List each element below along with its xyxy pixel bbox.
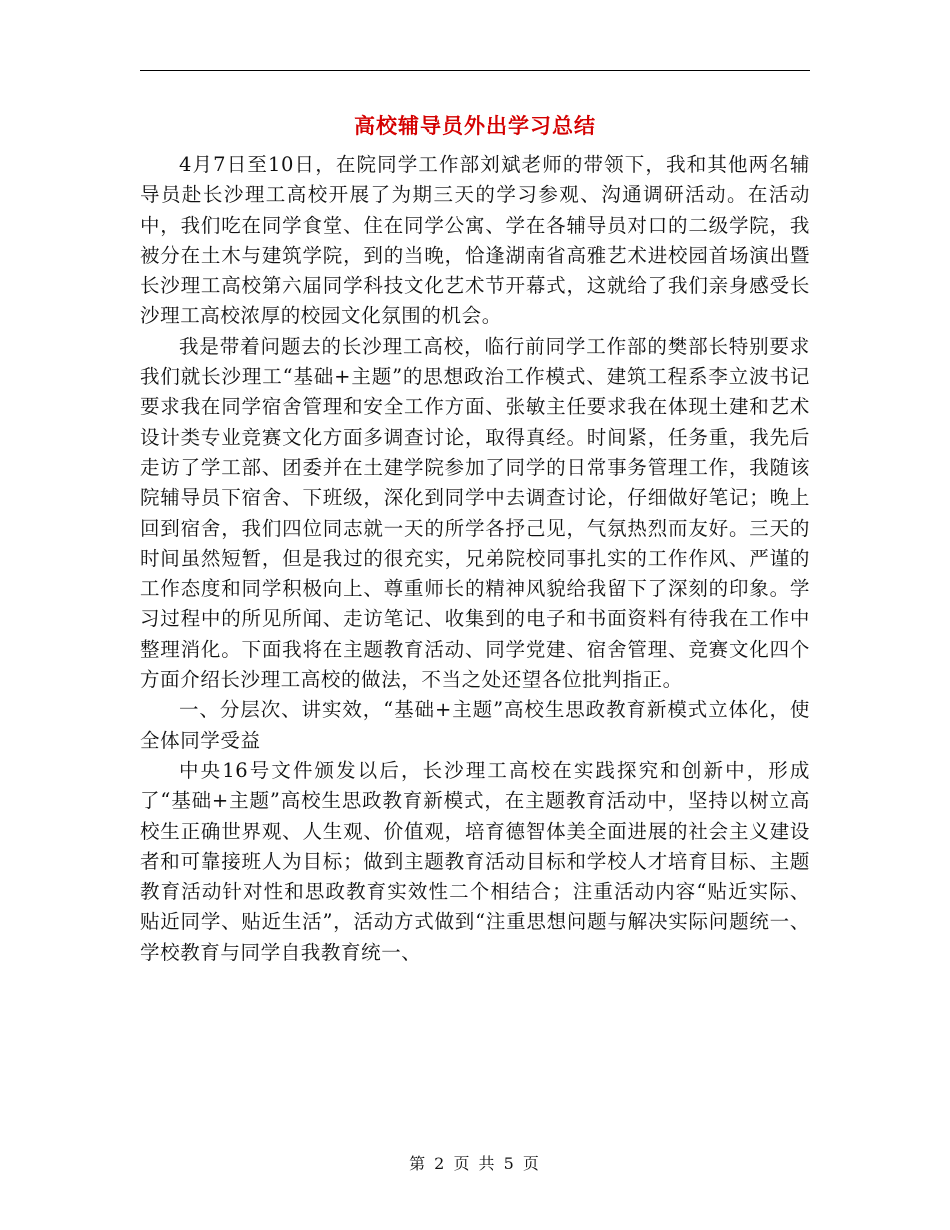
header-rule [140, 70, 810, 71]
paragraph-section-1: 中央16号文件颁发以后，长沙理工高校在实践探究和创新中，形成了“基础+主题”高校生思政教育新模式，在主题教育活动中，坚持以树立高校生正确世界观、人生观、价值观，培育德智体美全面进展的社会主义建设者和可靠接班人为目标；做到主题教育活动目标和学校人才培育目标、主题教育活动针对性和思政教育实效性二个相结合；注重活动内容“贴近实际、贴近同学、贴近生活”，活动方式做到“注重思想问题与解决实际问题统一、学校教育与同学自我教育统一、 [140, 758, 810, 964]
section-heading-1: 一、分层次、讲实效，“基础+主题”高校生思政教育新模式立体化，使全体同学受益 [140, 698, 810, 752]
paragraph-intro: 4月7日至10日，在院同学工作部刘斌老师的带领下，我和其他两名辅导员赴长沙理工高校开展了为期三天的学习参观、沟通调研活动。在活动中，我们吃在同学食堂、住在同学公寓、学在各辅导员对口的二级学院，我被分在土木与建筑学院，到的当晚，恰逢湖南省高雅艺术进校园首场演出暨长沙理工高校第六届同学科技文化艺术节开幕式，这就给了我们亲身感受长沙理工高校浓厚的校园文化氛围的机会。 [140, 153, 810, 328]
document-title: 高校辅导员外出学习总结 [354, 113, 596, 138]
page-number: 第 2 页 共 5 页 [409, 1154, 541, 1173]
paragraph-study-details: 我是带着问题去的长沙理工高校，临行前同学工作部的樊部长特别要求我们就长沙理工“基础+主题”的思想政治工作模式、建筑工程系李立波书记要求我在同学宿舍管理和安全工作方面、张敏主任要求我在体现土建和艺术设计类专业竞赛文化方面多调查讨论，取得真经。时间紧，任务重，我先后走访了学工部、团委并在土建学院参加了同学的日常事务管理工作，我随该院辅导员下宿舍、下班级，深化到同学中去调查讨论，仔细做好笔记；晚上回到宿舍，我们四位同志就一天的所学各抒己见，气氛热烈而友好。三天的时间虽然短暂，但是我过的很充实，兄弟院校同事扎实的工作作风、严谨的工作态度和同学积极向上、尊重师长的精神风貌给我留下了深刻的印象。学习过程中的所见所闻、走访笔记、收集到的电子和书面资料有待我在工作中整理消化。下面我将在主题教育活动、同学党建、宿舍管理、竞赛文化四个方面介绍长沙理工高校的做法，不当之处还望各位批判指正。 [140, 334, 810, 692]
document-body [140, 150, 810, 968]
